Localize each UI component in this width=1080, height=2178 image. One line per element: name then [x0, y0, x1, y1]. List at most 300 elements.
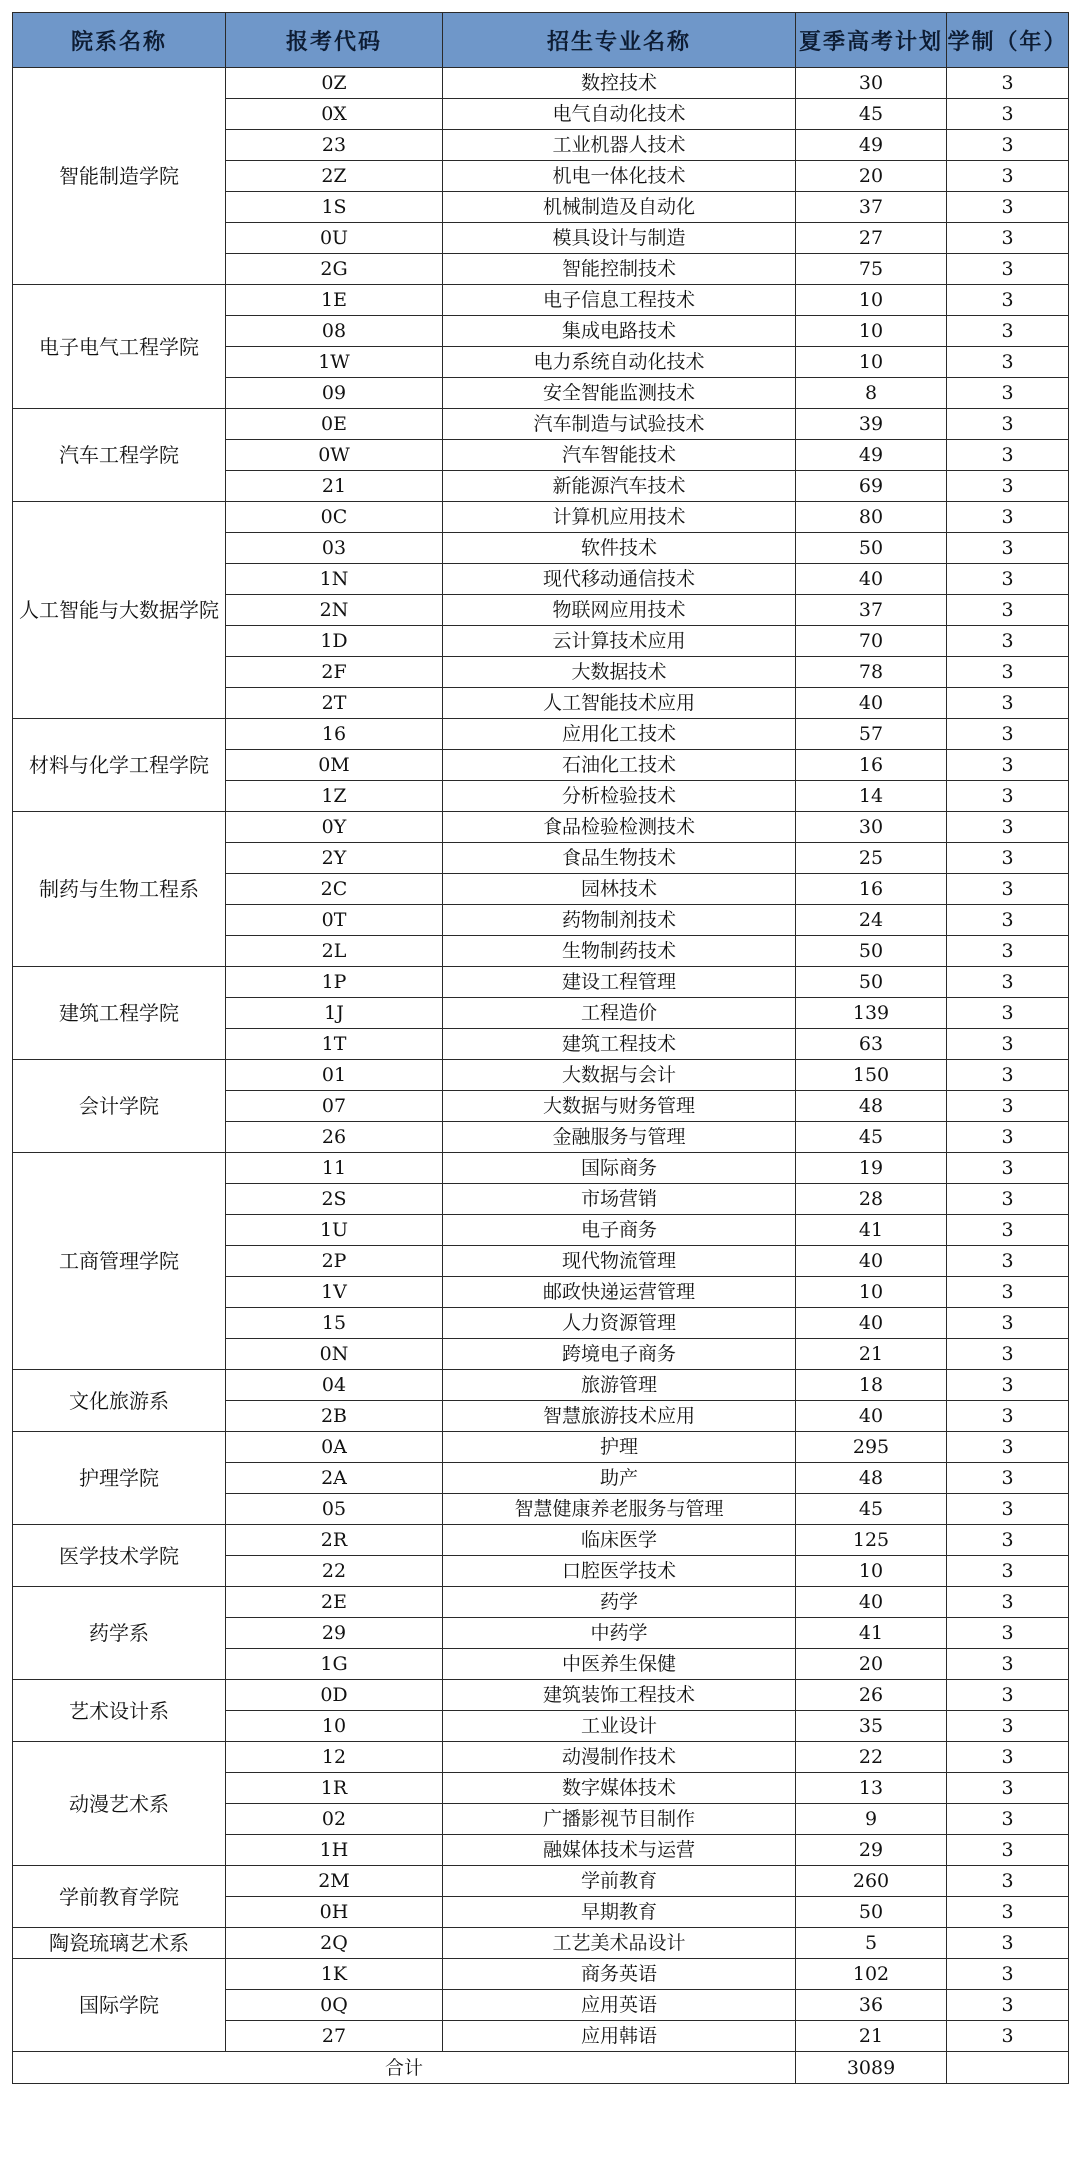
- department-name: 药学系: [13, 1587, 226, 1680]
- major-cell: 商务英语: [443, 1959, 796, 1990]
- code-cell: 22: [226, 1556, 443, 1587]
- plan-cell: 45: [796, 1494, 947, 1525]
- major-cell: 跨境电子商务: [443, 1339, 796, 1370]
- table-row: [13, 285, 1069, 316]
- code-cell: 1G: [226, 1649, 443, 1680]
- plan-cell: 30: [796, 812, 947, 843]
- years-cell: 3: [947, 1153, 1069, 1184]
- major-cell: 口腔医学技术: [443, 1556, 796, 1587]
- major-cell: 工业机器人技术: [443, 130, 796, 161]
- major-cell: 电子商务: [443, 1215, 796, 1246]
- code-cell: 27: [226, 2021, 443, 2052]
- years-cell: 3: [947, 533, 1069, 564]
- plan-cell: 102: [796, 1959, 947, 1990]
- major-cell: 工程造价: [443, 998, 796, 1029]
- plan-cell: 40: [796, 1587, 947, 1618]
- code-cell: 15: [226, 1308, 443, 1339]
- table-row: [13, 1928, 1069, 1959]
- department-name: 学前教育学院: [13, 1866, 226, 1928]
- code-cell: 10: [226, 1711, 443, 1742]
- plan-cell: 260: [796, 1866, 947, 1897]
- years-cell: 3: [947, 1308, 1069, 1339]
- table-row: [13, 1370, 1069, 1401]
- major-cell: 广播影视节目制作: [443, 1804, 796, 1835]
- major-cell: 现代物流管理: [443, 1246, 796, 1277]
- table-row: [13, 68, 1069, 99]
- years-cell: 3: [947, 1680, 1069, 1711]
- years-cell: 3: [947, 1184, 1069, 1215]
- years-cell: 3: [947, 316, 1069, 347]
- plan-cell: 36: [796, 1990, 947, 2021]
- plan-cell: 41: [796, 1618, 947, 1649]
- plan-cell: 139: [796, 998, 947, 1029]
- code-cell: 1N: [226, 564, 443, 595]
- plan-cell: 78: [796, 657, 947, 688]
- header-major: 招生专业名称: [443, 13, 796, 68]
- code-cell: 05: [226, 1494, 443, 1525]
- header-years: 学制（年）: [947, 13, 1069, 68]
- years-cell: 3: [947, 905, 1069, 936]
- major-cell: 药学: [443, 1587, 796, 1618]
- code-cell: 2T: [226, 688, 443, 719]
- years-cell: 3: [947, 1370, 1069, 1401]
- years-cell: 3: [947, 192, 1069, 223]
- department-name: 医学技术学院: [13, 1525, 226, 1587]
- plan-cell: 10: [796, 1277, 947, 1308]
- major-cell: 软件技术: [443, 533, 796, 564]
- major-cell: 食品生物技术: [443, 843, 796, 874]
- department-name: 国际学院: [13, 1959, 226, 2052]
- department-name: 人工智能与大数据学院: [13, 502, 226, 719]
- header-department: 院系名称: [13, 13, 226, 68]
- code-cell: 0T: [226, 905, 443, 936]
- plan-cell: 39: [796, 409, 947, 440]
- years-cell: 3: [947, 1339, 1069, 1370]
- major-cell: 数控技术: [443, 68, 796, 99]
- major-cell: 助产: [443, 1463, 796, 1494]
- major-cell: 学前教育: [443, 1866, 796, 1897]
- years-cell: 3: [947, 1029, 1069, 1060]
- major-cell: 大数据技术: [443, 657, 796, 688]
- plan-cell: 37: [796, 192, 947, 223]
- major-cell: 园林技术: [443, 874, 796, 905]
- years-cell: 3: [947, 1215, 1069, 1246]
- major-cell: 食品检验检测技术: [443, 812, 796, 843]
- code-cell: 26: [226, 1122, 443, 1153]
- department-name: 电子电气工程学院: [13, 285, 226, 409]
- plan-cell: 30: [796, 68, 947, 99]
- years-cell: 3: [947, 378, 1069, 409]
- major-cell: 石油化工技术: [443, 750, 796, 781]
- plan-cell: 40: [796, 1308, 947, 1339]
- total-row: [13, 2052, 1069, 2084]
- plan-cell: 40: [796, 688, 947, 719]
- code-cell: 1D: [226, 626, 443, 657]
- years-cell: 3: [947, 223, 1069, 254]
- code-cell: 1V: [226, 1277, 443, 1308]
- department-name: 智能制造学院: [13, 68, 226, 285]
- code-cell: 1H: [226, 1835, 443, 1866]
- code-cell: 04: [226, 1370, 443, 1401]
- department-name: 动漫艺术系: [13, 1742, 226, 1866]
- plan-cell: 14: [796, 781, 947, 812]
- code-cell: 1U: [226, 1215, 443, 1246]
- code-cell: 0X: [226, 99, 443, 130]
- plan-cell: 9: [796, 1804, 947, 1835]
- major-cell: 中医养生保健: [443, 1649, 796, 1680]
- years-cell: 3: [947, 812, 1069, 843]
- years-cell: 3: [947, 843, 1069, 874]
- code-cell: 0D: [226, 1680, 443, 1711]
- years-cell: 3: [947, 285, 1069, 316]
- years-cell: 3: [947, 688, 1069, 719]
- department-name: 材料与化学工程学院: [13, 719, 226, 812]
- table-row: [13, 502, 1069, 533]
- years-cell: 3: [947, 750, 1069, 781]
- major-cell: 早期教育: [443, 1897, 796, 1928]
- major-cell: 集成电路技术: [443, 316, 796, 347]
- code-cell: 1Z: [226, 781, 443, 812]
- plan-cell: 150: [796, 1060, 947, 1091]
- department-name: 制药与生物工程系: [13, 812, 226, 967]
- plan-cell: 25: [796, 843, 947, 874]
- plan-cell: 45: [796, 99, 947, 130]
- major-cell: 旅游管理: [443, 1370, 796, 1401]
- plan-cell: 75: [796, 254, 947, 285]
- plan-cell: 29: [796, 1835, 947, 1866]
- years-cell: 3: [947, 1494, 1069, 1525]
- code-cell: 2L: [226, 936, 443, 967]
- plan-cell: 13: [796, 1773, 947, 1804]
- department-name: 护理学院: [13, 1432, 226, 1525]
- plan-cell: 63: [796, 1029, 947, 1060]
- code-cell: 2M: [226, 1866, 443, 1897]
- years-cell: 3: [947, 1649, 1069, 1680]
- header-plan: 夏季高考计划: [796, 13, 947, 68]
- years-cell: 3: [947, 967, 1069, 998]
- major-cell: 动漫制作技术: [443, 1742, 796, 1773]
- code-cell: 0Z: [226, 68, 443, 99]
- major-cell: 机电一体化技术: [443, 161, 796, 192]
- table-row: [13, 1432, 1069, 1463]
- major-cell: 电子信息工程技术: [443, 285, 796, 316]
- years-cell: 3: [947, 502, 1069, 533]
- major-cell: 融媒体技术与运营: [443, 1835, 796, 1866]
- plan-cell: 57: [796, 719, 947, 750]
- code-cell: 2R: [226, 1525, 443, 1556]
- years-cell: 3: [947, 1835, 1069, 1866]
- years-cell: 3: [947, 1990, 1069, 2021]
- code-cell: 0M: [226, 750, 443, 781]
- total-label: 合计: [13, 2052, 796, 2084]
- years-cell: 3: [947, 998, 1069, 1029]
- major-cell: 建筑工程技术: [443, 1029, 796, 1060]
- plan-cell: 24: [796, 905, 947, 936]
- code-cell: 2P: [226, 1246, 443, 1277]
- code-cell: 2B: [226, 1401, 443, 1432]
- code-cell: 01: [226, 1060, 443, 1091]
- years-cell: 3: [947, 1091, 1069, 1122]
- major-cell: 现代移动通信技术: [443, 564, 796, 595]
- years-cell: 3: [947, 936, 1069, 967]
- table-row: [13, 1680, 1069, 1711]
- code-cell: 2N: [226, 595, 443, 626]
- plan-cell: 50: [796, 1897, 947, 1928]
- years-cell: 3: [947, 781, 1069, 812]
- table-row: [13, 967, 1069, 998]
- years-cell: 3: [947, 471, 1069, 502]
- code-cell: 2Z: [226, 161, 443, 192]
- plan-cell: 10: [796, 285, 947, 316]
- major-cell: 智慧健康养老服务与管理: [443, 1494, 796, 1525]
- years-cell: 3: [947, 1060, 1069, 1091]
- table-row: [13, 1742, 1069, 1773]
- table-row: [13, 1525, 1069, 1556]
- major-cell: 物联网应用技术: [443, 595, 796, 626]
- plan-cell: 125: [796, 1525, 947, 1556]
- major-cell: 生物制药技术: [443, 936, 796, 967]
- code-cell: 21: [226, 471, 443, 502]
- years-cell: 3: [947, 1587, 1069, 1618]
- code-cell: 1T: [226, 1029, 443, 1060]
- years-cell: 3: [947, 2021, 1069, 2052]
- major-cell: 分析检验技术: [443, 781, 796, 812]
- major-cell: 新能源汽车技术: [443, 471, 796, 502]
- major-cell: 应用韩语: [443, 2021, 796, 2052]
- plan-cell: 49: [796, 130, 947, 161]
- code-cell: 0N: [226, 1339, 443, 1370]
- years-cell: 3: [947, 254, 1069, 285]
- table-body: [13, 68, 1069, 2052]
- code-cell: 2E: [226, 1587, 443, 1618]
- plan-cell: 19: [796, 1153, 947, 1184]
- major-cell: 国际商务: [443, 1153, 796, 1184]
- plan-cell: 40: [796, 1246, 947, 1277]
- plan-cell: 10: [796, 1556, 947, 1587]
- major-cell: 智慧旅游技术应用: [443, 1401, 796, 1432]
- years-cell: 3: [947, 595, 1069, 626]
- years-cell: 3: [947, 1432, 1069, 1463]
- table-row: [13, 719, 1069, 750]
- years-cell: 3: [947, 1804, 1069, 1835]
- years-cell: 3: [947, 564, 1069, 595]
- code-cell: 1R: [226, 1773, 443, 1804]
- code-cell: 12: [226, 1742, 443, 1773]
- department-name: 工商管理学院: [13, 1153, 226, 1370]
- plan-cell: 50: [796, 936, 947, 967]
- major-cell: 市场营销: [443, 1184, 796, 1215]
- plan-cell: 40: [796, 564, 947, 595]
- code-cell: 07: [226, 1091, 443, 1122]
- plan-cell: 40: [796, 1401, 947, 1432]
- code-cell: 0Q: [226, 1990, 443, 2021]
- code-cell: 2G: [226, 254, 443, 285]
- plan-cell: 16: [796, 874, 947, 905]
- years-cell: 3: [947, 130, 1069, 161]
- code-cell: 0U: [226, 223, 443, 254]
- major-cell: 计算机应用技术: [443, 502, 796, 533]
- code-cell: 08: [226, 316, 443, 347]
- plan-cell: 5: [796, 1928, 947, 1959]
- plan-cell: 69: [796, 471, 947, 502]
- code-cell: 2F: [226, 657, 443, 688]
- header-row: [13, 13, 1069, 68]
- code-cell: 2C: [226, 874, 443, 905]
- plan-cell: 48: [796, 1463, 947, 1494]
- table-row: [13, 1959, 1069, 1990]
- code-cell: 1S: [226, 192, 443, 223]
- years-cell: 3: [947, 1773, 1069, 1804]
- years-cell: 3: [947, 68, 1069, 99]
- major-cell: 护理: [443, 1432, 796, 1463]
- plan-cell: 10: [796, 316, 947, 347]
- plan-cell: 295: [796, 1432, 947, 1463]
- major-cell: 汽车智能技术: [443, 440, 796, 471]
- major-cell: 应用英语: [443, 1990, 796, 2021]
- code-cell: 1K: [226, 1959, 443, 1990]
- code-cell: 09: [226, 378, 443, 409]
- years-cell: 3: [947, 657, 1069, 688]
- code-cell: 03: [226, 533, 443, 564]
- years-cell: 3: [947, 1742, 1069, 1773]
- major-cell: 电力系统自动化技术: [443, 347, 796, 378]
- major-cell: 大数据与财务管理: [443, 1091, 796, 1122]
- years-cell: 3: [947, 1866, 1069, 1897]
- major-cell: 模具设计与制造: [443, 223, 796, 254]
- years-cell: 3: [947, 626, 1069, 657]
- plan-cell: 21: [796, 1339, 947, 1370]
- code-cell: 0H: [226, 1897, 443, 1928]
- years-cell: 3: [947, 1618, 1069, 1649]
- years-cell: 3: [947, 1525, 1069, 1556]
- plan-cell: 26: [796, 1680, 947, 1711]
- code-cell: 11: [226, 1153, 443, 1184]
- department-name: 艺术设计系: [13, 1680, 226, 1742]
- major-cell: 汽车制造与试验技术: [443, 409, 796, 440]
- years-cell: 3: [947, 161, 1069, 192]
- major-cell: 人力资源管理: [443, 1308, 796, 1339]
- table-row: [13, 1153, 1069, 1184]
- code-cell: 16: [226, 719, 443, 750]
- plan-cell: 10: [796, 347, 947, 378]
- department-name: 汽车工程学院: [13, 409, 226, 502]
- plan-cell: 22: [796, 1742, 947, 1773]
- years-cell: 3: [947, 99, 1069, 130]
- code-cell: 23: [226, 130, 443, 161]
- major-cell: 电气自动化技术: [443, 99, 796, 130]
- plan-cell: 20: [796, 1649, 947, 1680]
- years-cell: 3: [947, 440, 1069, 471]
- code-cell: 29: [226, 1618, 443, 1649]
- major-cell: 建设工程管理: [443, 967, 796, 998]
- code-cell: 0E: [226, 409, 443, 440]
- code-cell: 02: [226, 1804, 443, 1835]
- years-cell: 3: [947, 1711, 1069, 1742]
- plan-cell: 49: [796, 440, 947, 471]
- header-code: 报考代码: [226, 13, 443, 68]
- plan-cell: 45: [796, 1122, 947, 1153]
- years-cell: 3: [947, 1959, 1069, 1990]
- plan-cell: 35: [796, 1711, 947, 1742]
- enrollment-plan-table: [12, 12, 1069, 2084]
- plan-cell: 50: [796, 533, 947, 564]
- major-cell: 临床医学: [443, 1525, 796, 1556]
- plan-cell: 50: [796, 967, 947, 998]
- years-cell: 3: [947, 1897, 1069, 1928]
- plan-cell: 18: [796, 1370, 947, 1401]
- plan-cell: 20: [796, 161, 947, 192]
- major-cell: 大数据与会计: [443, 1060, 796, 1091]
- plan-cell: 41: [796, 1215, 947, 1246]
- major-cell: 建筑装饰工程技术: [443, 1680, 796, 1711]
- plan-cell: 70: [796, 626, 947, 657]
- years-cell: 3: [947, 1122, 1069, 1153]
- years-cell: 3: [947, 1463, 1069, 1494]
- total-empty-cell: [947, 2052, 1069, 2084]
- major-cell: 数字媒体技术: [443, 1773, 796, 1804]
- major-cell: 应用化工技术: [443, 719, 796, 750]
- code-cell: 2Q: [226, 1928, 443, 1959]
- plan-cell: 21: [796, 2021, 947, 2052]
- table-row: [13, 1587, 1069, 1618]
- major-cell: 工业设计: [443, 1711, 796, 1742]
- code-cell: 0Y: [226, 812, 443, 843]
- years-cell: 3: [947, 719, 1069, 750]
- major-cell: 机械制造及自动化: [443, 192, 796, 223]
- code-cell: 1E: [226, 285, 443, 316]
- major-cell: 中药学: [443, 1618, 796, 1649]
- code-cell: 2S: [226, 1184, 443, 1215]
- code-cell: 0C: [226, 502, 443, 533]
- plan-cell: 27: [796, 223, 947, 254]
- department-name: 文化旅游系: [13, 1370, 226, 1432]
- years-cell: 3: [947, 347, 1069, 378]
- code-cell: 1P: [226, 967, 443, 998]
- total-value: 3089: [796, 2052, 947, 2084]
- plan-cell: 28: [796, 1184, 947, 1215]
- code-cell: 1J: [226, 998, 443, 1029]
- code-cell: 1W: [226, 347, 443, 378]
- years-cell: 3: [947, 1277, 1069, 1308]
- table-row: [13, 409, 1069, 440]
- major-cell: 金融服务与管理: [443, 1122, 796, 1153]
- code-cell: 2A: [226, 1463, 443, 1494]
- plan-cell: 80: [796, 502, 947, 533]
- years-cell: 3: [947, 1401, 1069, 1432]
- years-cell: 3: [947, 1556, 1069, 1587]
- plan-cell: 8: [796, 378, 947, 409]
- plan-cell: 48: [796, 1091, 947, 1122]
- plan-cell: 37: [796, 595, 947, 626]
- department-name: 陶瓷琉璃艺术系: [13, 1928, 226, 1959]
- department-name: 会计学院: [13, 1060, 226, 1153]
- years-cell: 3: [947, 874, 1069, 905]
- table-row: [13, 1866, 1069, 1897]
- department-name: 建筑工程学院: [13, 967, 226, 1060]
- major-cell: 安全智能监测技术: [443, 378, 796, 409]
- years-cell: 3: [947, 409, 1069, 440]
- years-cell: 3: [947, 1928, 1069, 1959]
- major-cell: 云计算技术应用: [443, 626, 796, 657]
- plan-cell: 16: [796, 750, 947, 781]
- major-cell: 智能控制技术: [443, 254, 796, 285]
- table-row: [13, 1060, 1069, 1091]
- years-cell: 3: [947, 1246, 1069, 1277]
- major-cell: 药物制剂技术: [443, 905, 796, 936]
- code-cell: 2Y: [226, 843, 443, 874]
- code-cell: 0W: [226, 440, 443, 471]
- table-row: [13, 812, 1069, 843]
